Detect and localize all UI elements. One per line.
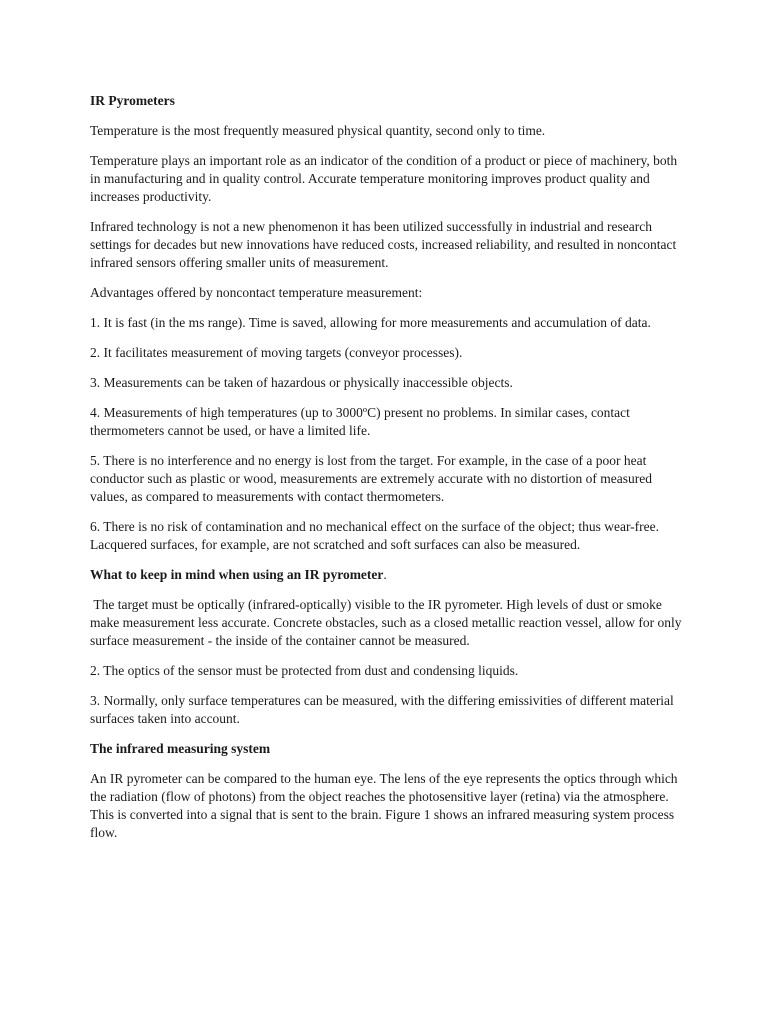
advantage-item-1: 1. It is fast (in the ms range). Time is saved, allowing for more measurements and accumulation of data.	[90, 315, 651, 330]
section-heading-usage-tail: .	[383, 567, 387, 582]
usage-item-2: 2. The optics of the sensor must be protected from dust and condensing liquids.	[90, 663, 519, 678]
advantage-item-5: 5. There is no interference and no energy is lost from the target. For example, in the case of a poor heat conductor such as plastic or wood, measurements are extremely accurate with no distortion of measured values, as compared to measurements with contact thermometers.	[90, 453, 656, 504]
advantage-item-2: 2. It facilitates measurement of moving targets (conveyor processes).	[90, 345, 463, 360]
advantage-item-3: 3. Measurements can be taken of hazardous or physically inaccessible objects.	[90, 375, 513, 390]
intro-paragraph-2: Temperature plays an important role as an indicator of the condition of a product or piece of machinery, both in manufacturing and in quality control. Accurate temperature monitoring improves product quality and increases productivity.	[90, 153, 681, 204]
document-page	[90, 92, 686, 854]
advantages-intro: Advantages offered by noncontact temperature measurement:	[90, 285, 423, 300]
usage-item-1: The target must be optically (infrared-optically) visible to the IR pyrometer. High levels of dust or smoke make measurement less accurate. Concrete obstacles, such as a closed metallic reaction vessel, allow for only surface measurement - the inside of the container cannot be measured.	[90, 597, 685, 648]
section-heading-usage	[90, 566, 686, 584]
section-heading-usage-text: What to keep in mind when using an IR pyrometer	[90, 567, 384, 582]
section-heading-measuring-system: The infrared measuring system	[90, 741, 271, 756]
usage-item-3: 3. Normally, only surface temperatures can be measured, with the differing emissivities of different material surfaces taken into account.	[90, 693, 678, 726]
measuring-system-paragraph: An IR pyrometer can be compared to the human eye. The lens of the eye represents the optics through which the radiation (flow of photons) from the object reaches the photosensitive layer (retina) via the atmosphere. This is converted into a signal that is sent to the brain. Figure 1 shows an infrared measuring system process flow.	[90, 771, 681, 840]
intro-paragraph-1: Temperature is the most frequently measured physical quantity, second only to time.	[90, 123, 546, 138]
advantage-item-6: 6. There is no risk of contamination and no mechanical effect on the surface of the object; thus wear-free. Lacquered surfaces, for example, are not scratched and soft surfaces can also be measured.	[90, 519, 663, 552]
document-title: IR Pyrometers	[90, 93, 175, 108]
intro-paragraph-3: Infrared technology is not a new phenomenon it has been utilized successfully in industrial and research settings for decades but new innovations have reduced costs, increased reliability, and resulted in noncontact infrared sensors offering smaller units of measurement.	[90, 219, 680, 270]
advantage-item-4: 4. Measurements of high temperatures (up to 3000ºC) present no problems. In similar cases, contact thermometers cannot be used, or have a limited life.	[90, 405, 634, 438]
